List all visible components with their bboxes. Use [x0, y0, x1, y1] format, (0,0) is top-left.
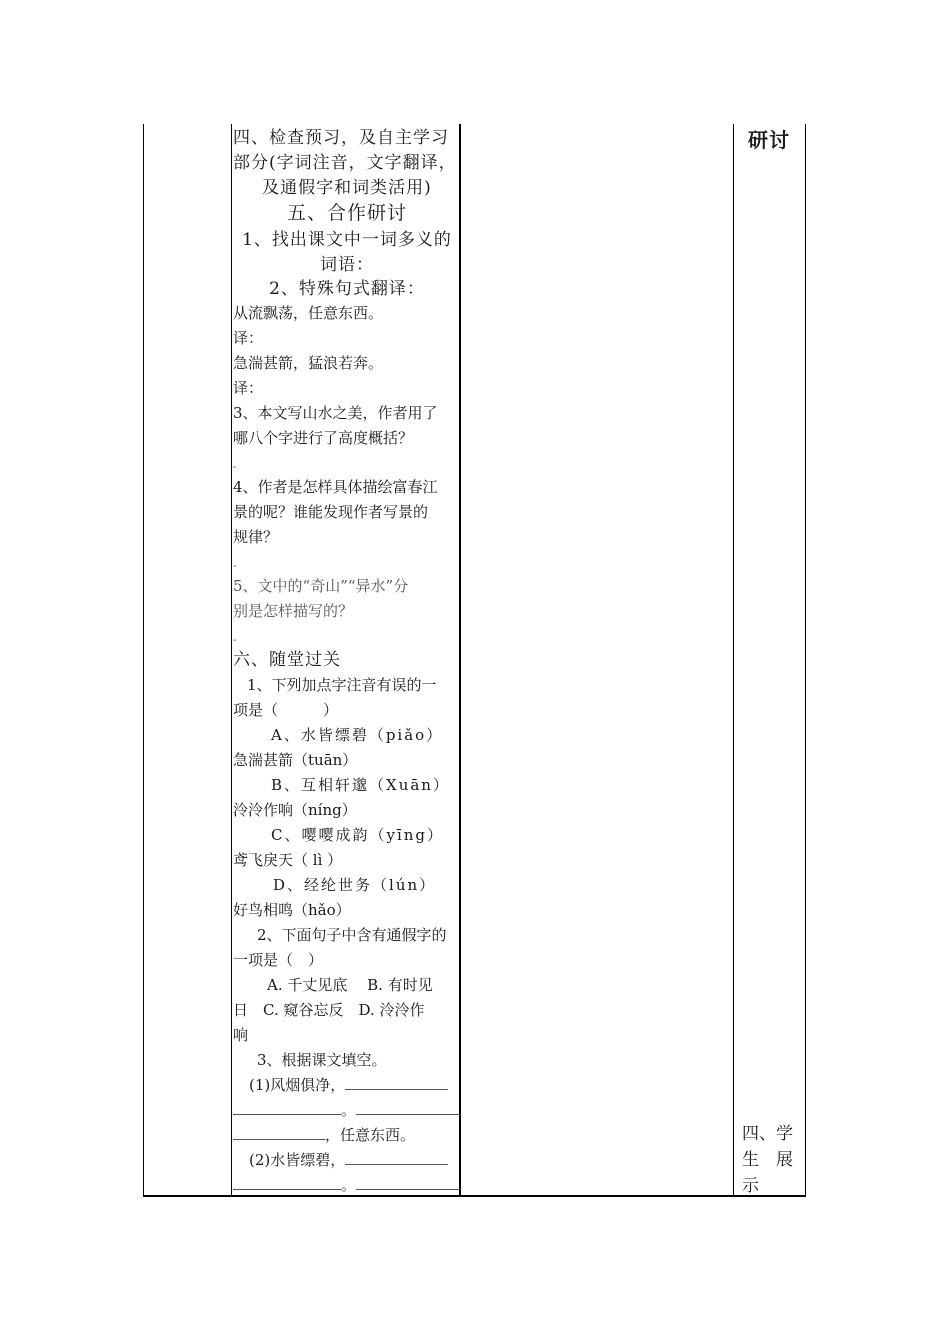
question4-line: 规律？ [233, 528, 279, 546]
discussion-heading: 研讨 [748, 128, 790, 152]
section4-line: 四、检查预习，及自主学习 [233, 128, 449, 148]
exercise1-option-c: C、嘤嘤成韵（yīng） [271, 826, 445, 844]
exercise2-line: 一项是（ ） [233, 951, 324, 969]
question2-translate: 译： [233, 379, 264, 397]
fill-in-line [233, 1123, 461, 1148]
column-divider-1 [231, 124, 232, 1197]
fill-in-line [233, 1098, 461, 1123]
exercise1-option-c-cont: 鸢飞戾天（ lì ） [233, 851, 343, 869]
question2-sentence: 从流飘荡，任意东西。 [233, 304, 384, 322]
exercise1-option-a: A、水皆缥碧（piǎo） [271, 726, 444, 744]
exercise2-options: 日 C. 窥谷忘反 D. 泠泠作 [233, 1001, 425, 1019]
section5-title: 五、合作研讨 [286, 202, 407, 224]
answer-marker: - [233, 635, 237, 646]
answer-marker: - [233, 462, 237, 473]
footer-line: 四、学 [742, 1124, 793, 1144]
footer-line: 示 [742, 1176, 759, 1196]
answer-blank[interactable] [356, 1098, 460, 1115]
column-divider-3 [733, 124, 734, 1197]
section6-title: 六、随堂过关 [233, 650, 341, 670]
fill-in-prompt: (1)风烟俱净， [249, 1076, 346, 1094]
fill-in-punct: 。 [341, 1176, 357, 1194]
exercise1-line: 项是（ ） [233, 701, 339, 719]
fill-in-prompt: (2)水皆缥碧， [249, 1151, 346, 1169]
exercise3-title: 3、根据课文填空。 [257, 1051, 387, 1069]
question5-line: 别是怎样描写的？ [233, 602, 354, 620]
fill-in-line [233, 1073, 477, 1098]
exercise1-option-b-cont: 泠泠作响（níng） [233, 801, 357, 819]
exercise2-options: A. 千丈见底 B. 有时见 [267, 976, 433, 994]
question2-translate: 译： [233, 329, 264, 347]
answer-blank[interactable] [233, 1173, 341, 1190]
exercise2-options: 响 [233, 1026, 249, 1044]
question3-line: 3、本文写山水之美，作者用了 [233, 404, 438, 422]
question1-line: 1、找出课文中一词多义的 [242, 230, 452, 250]
section4-line: 及通假字和词类活用) [262, 178, 432, 198]
question5-line: 5、文中的“奇山”“异水”分 [233, 577, 409, 595]
student-display-label [742, 1121, 802, 1199]
fill-in-line [233, 1148, 477, 1173]
question2-sentence: 急湍甚箭，猛浪若奔。 [233, 354, 384, 372]
answer-blank[interactable] [356, 1173, 460, 1190]
footer-line: 生 展 [742, 1150, 793, 1170]
answer-blank[interactable] [233, 1123, 325, 1140]
question1-line: 词语： [320, 255, 374, 275]
fill-in-text: ，任意东西。 [325, 1126, 416, 1144]
exercise1-option-d: D、经纶世务（lún） [273, 876, 437, 894]
answer-blank[interactable] [345, 1148, 448, 1165]
fill-in-punct: 。 [341, 1101, 357, 1119]
section4-line: 部分(字词注音，文字翻译， [233, 153, 457, 173]
answer-marker: - [233, 561, 237, 572]
exercise1-option-a-cont: 急湍甚箭（tuān） [233, 751, 358, 769]
exercise1-option-d-cont: 好鸟相鸣（hǎo） [233, 901, 351, 919]
answer-blank[interactable] [345, 1073, 448, 1090]
question4-line: 景的呢？谁能发现作者写景的 [233, 503, 429, 521]
table-left-border [143, 124, 144, 1197]
fill-in-line [233, 1173, 461, 1198]
exercise2-line: 2、下面句子中含有通假字的 [257, 926, 447, 944]
question3-line: 哪八个字进行了高度概括？ [233, 429, 414, 447]
exercise1-option-b: B、互相轩邈（Xuān） [271, 776, 450, 794]
question2-title: 2、特殊句式翻译： [269, 279, 425, 299]
question4-line: 4、作者是怎样具体描绘富春江 [233, 478, 438, 496]
table-right-border [805, 124, 806, 1197]
answer-blank[interactable] [233, 1098, 341, 1115]
exercise1-line: 1、下列加点字注音有误的一 [247, 676, 437, 694]
